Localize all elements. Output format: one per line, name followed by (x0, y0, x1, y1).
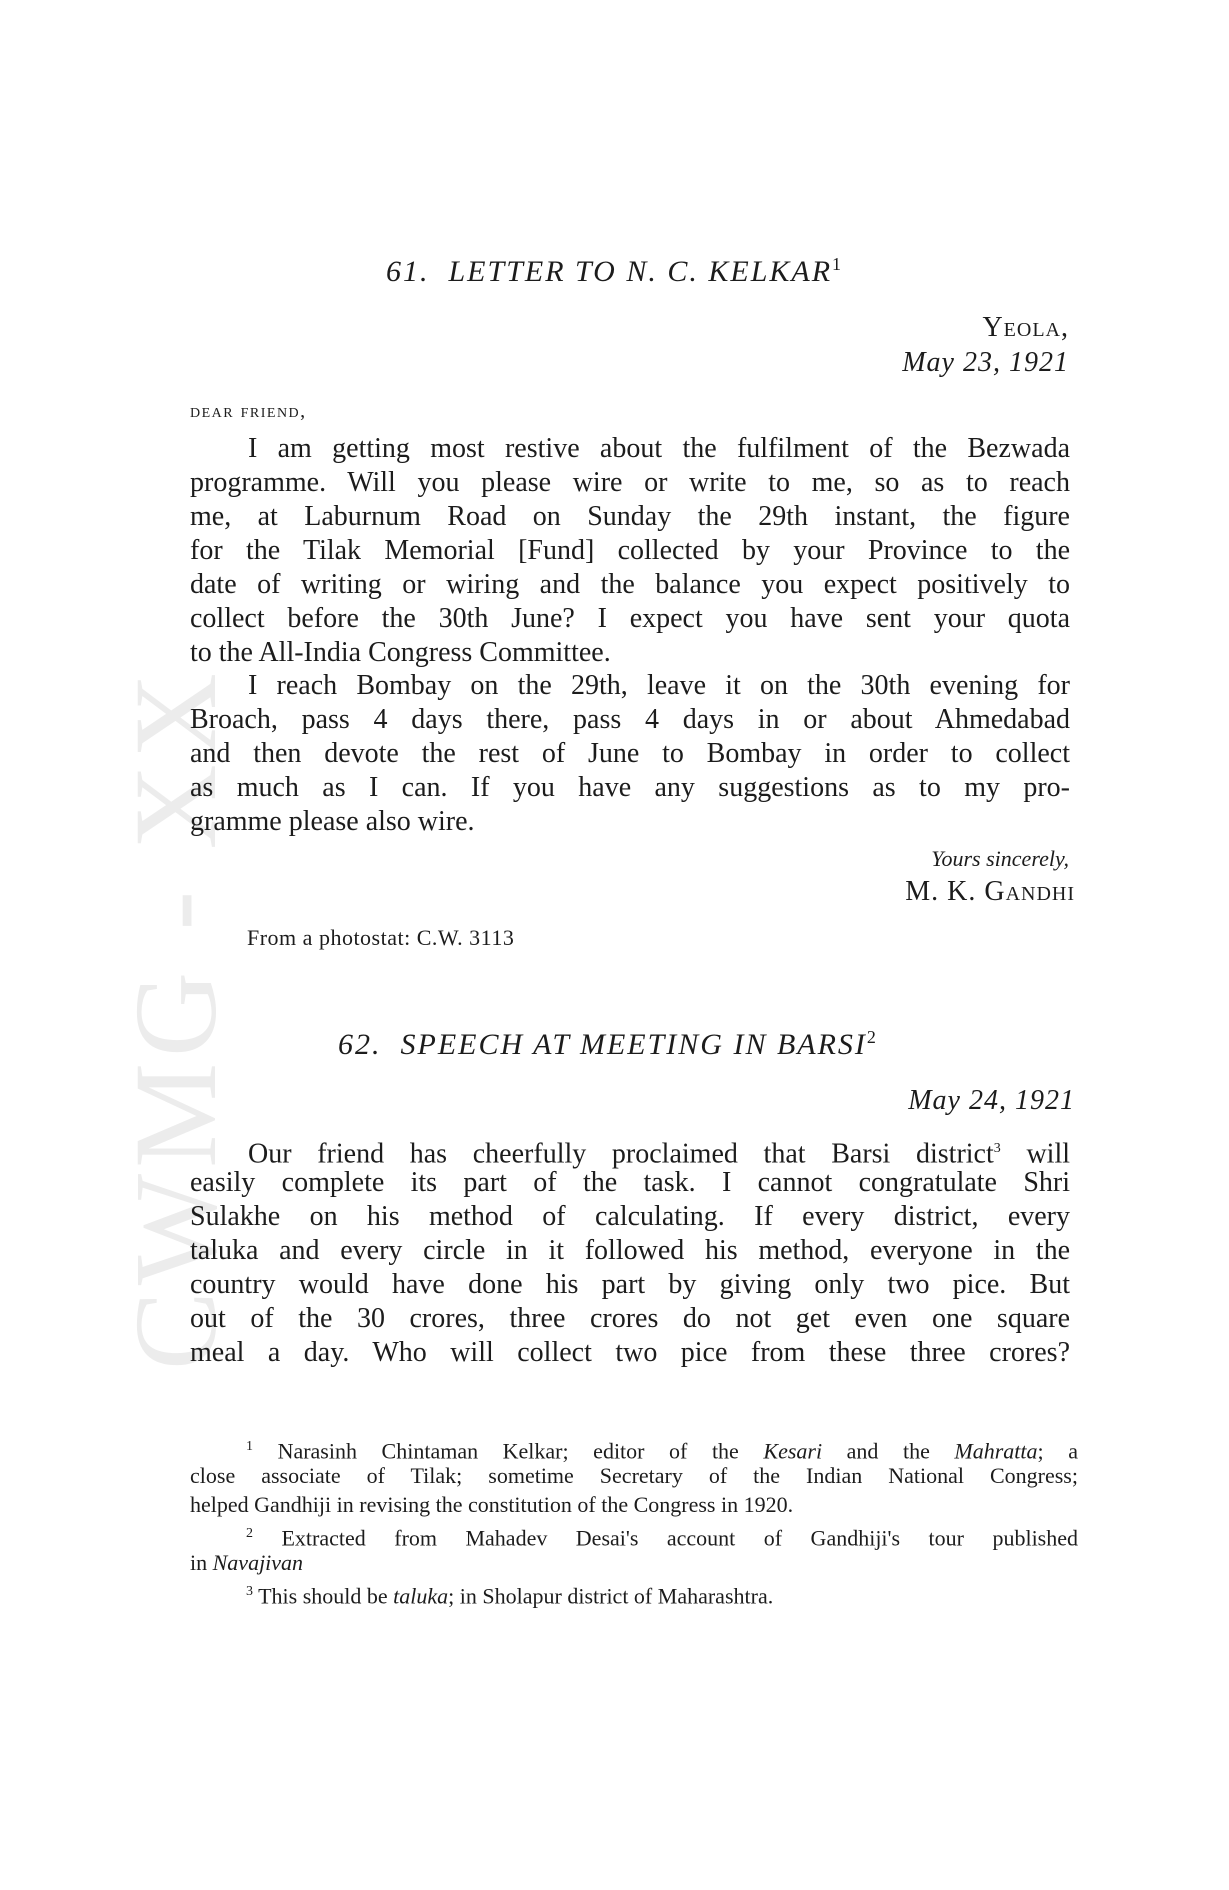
paragraph-line: for the Tilak Memorial [Fund] collected by your Province to the (190, 535, 1070, 566)
footnote-text: ; in Sholapur district of Maharashtra. (448, 1583, 774, 1609)
footnote-text-italic: Mahratta (954, 1438, 1038, 1464)
footnote-3 (190, 1577, 1078, 1609)
footnote-line: helped Gandhiji in revising the constitution of the Congress in 1920. (190, 1492, 794, 1517)
paragraph-line: out of the 30 crores, three crores do not get even one square (190, 1303, 1070, 1334)
footnote-1 (190, 1432, 1078, 1464)
paragraph-line: country would have done his part by giving only two pice. But (190, 1269, 1070, 1300)
paragraph-line: and then devote the rest of June to Bombay in order to collect (190, 738, 1070, 769)
doc61-heading (386, 254, 843, 289)
footnote-text-italic: Navajivan (212, 1550, 304, 1575)
paragraph-line: meal a day. Who will collect two pice from these three crores? (190, 1337, 1070, 1368)
paragraph-line: Sulakhe on his method of calculating. If every district, every (190, 1201, 1070, 1232)
doc62-heading (338, 1027, 878, 1062)
paragraph-line-text: Our friend has cheerfully proclaimed that Barsi district (248, 1138, 994, 1170)
paragraph-line: collect before the 30th June? I expect you have sent your quota (190, 603, 1070, 634)
paragraph-line: programme. Will you please wire or write to me, so as to reach (190, 467, 1070, 498)
paragraph-line-end: will (1026, 1138, 1071, 1170)
paragraph-line: date of writing or wiring and the balance you expect positively to (190, 569, 1070, 600)
doc61-signature (905, 876, 1075, 908)
footnote-text: ; a (1037, 1438, 1078, 1464)
watermark: CWMG - XX (110, 667, 241, 1370)
footnote-ref-3: 3 (993, 1141, 1001, 1156)
doc61-salutation: dear friend, (190, 400, 307, 422)
footnote-text: Extracted from Mahadev Desai's account of Gandhiji's tour published (281, 1525, 1079, 1551)
footnote-2 (190, 1519, 1079, 1551)
footnote-line (190, 1548, 1078, 1577)
footnotes (190, 1432, 1079, 1609)
paragraph-line: easily complete its part of the task. I cannot congratulate Shri (190, 1167, 1070, 1198)
footnote-line: close associate of Tilak; sometime Secretary of the Indian National Congress; (190, 1463, 1078, 1488)
paragraph-line: me, at Laburnum Road on Sunday the 29th instant, the figure (190, 501, 1070, 532)
doc62-paragraph-1 (190, 1132, 1070, 1370)
paragraph-line: taluka and every circle in it followed his method, everyone in the (190, 1235, 1070, 1266)
doc62-number: 62. (338, 1028, 382, 1061)
paragraph-line: to the All-India Congress Committee. (190, 637, 611, 668)
paragraph-line: I am getting most restive about the fulfilment of the Bezwada (248, 433, 1070, 464)
signature-name: Gandhi (984, 876, 1075, 907)
doc62-date: May 24, 1921 (908, 1085, 1075, 1116)
footnote-text-italic: taluka (393, 1583, 449, 1609)
footnote-marker: 3 (246, 1584, 253, 1599)
doc61-closing: Yours sincerely, (931, 846, 1069, 871)
doc61-date: May 23, 1921 (902, 347, 1069, 378)
doc61-number: 61. (386, 255, 430, 288)
doc61-source: From a photostat: C.W. 3113 (247, 925, 515, 950)
footnote-text: This should be (258, 1583, 388, 1609)
doc62-title: SPEECH AT MEETING IN BARSI (400, 1028, 867, 1061)
footnote-text: Narasinh Chintaman Kelkar; editor of the (277, 1438, 739, 1464)
paragraph-line: gramme please also wire. (190, 806, 475, 837)
doc61-title-footnote-ref: 1 (832, 254, 844, 274)
paragraph-line (190, 1132, 1071, 1170)
doc61-place: Yeola, (982, 312, 1069, 343)
footnote-marker: 1 (246, 1439, 253, 1454)
paragraph-line: as much as I can. If you have any suggestions as to my pro- (190, 772, 1070, 803)
paragraph-line: Broach, pass 4 days there, pass 4 days in or about Ahmedabad (190, 704, 1070, 735)
doc61-title: LETTER TO N. C. KELKAR (448, 255, 833, 288)
doc61-paragraph-1 (190, 432, 1070, 670)
paragraph-line: I reach Bombay on the 29th, leave it on the 30th evening for (248, 670, 1070, 701)
footnote-text-italic: Kesari (763, 1438, 823, 1464)
doc61-paragraph-2 (190, 669, 1070, 839)
footnote-text: in (190, 1550, 208, 1575)
signature-initials: M. K. (905, 876, 977, 907)
footnote-text: and the (846, 1438, 930, 1464)
footnote-marker: 2 (246, 1526, 253, 1541)
doc62-title-footnote-ref: 2 (866, 1027, 878, 1047)
